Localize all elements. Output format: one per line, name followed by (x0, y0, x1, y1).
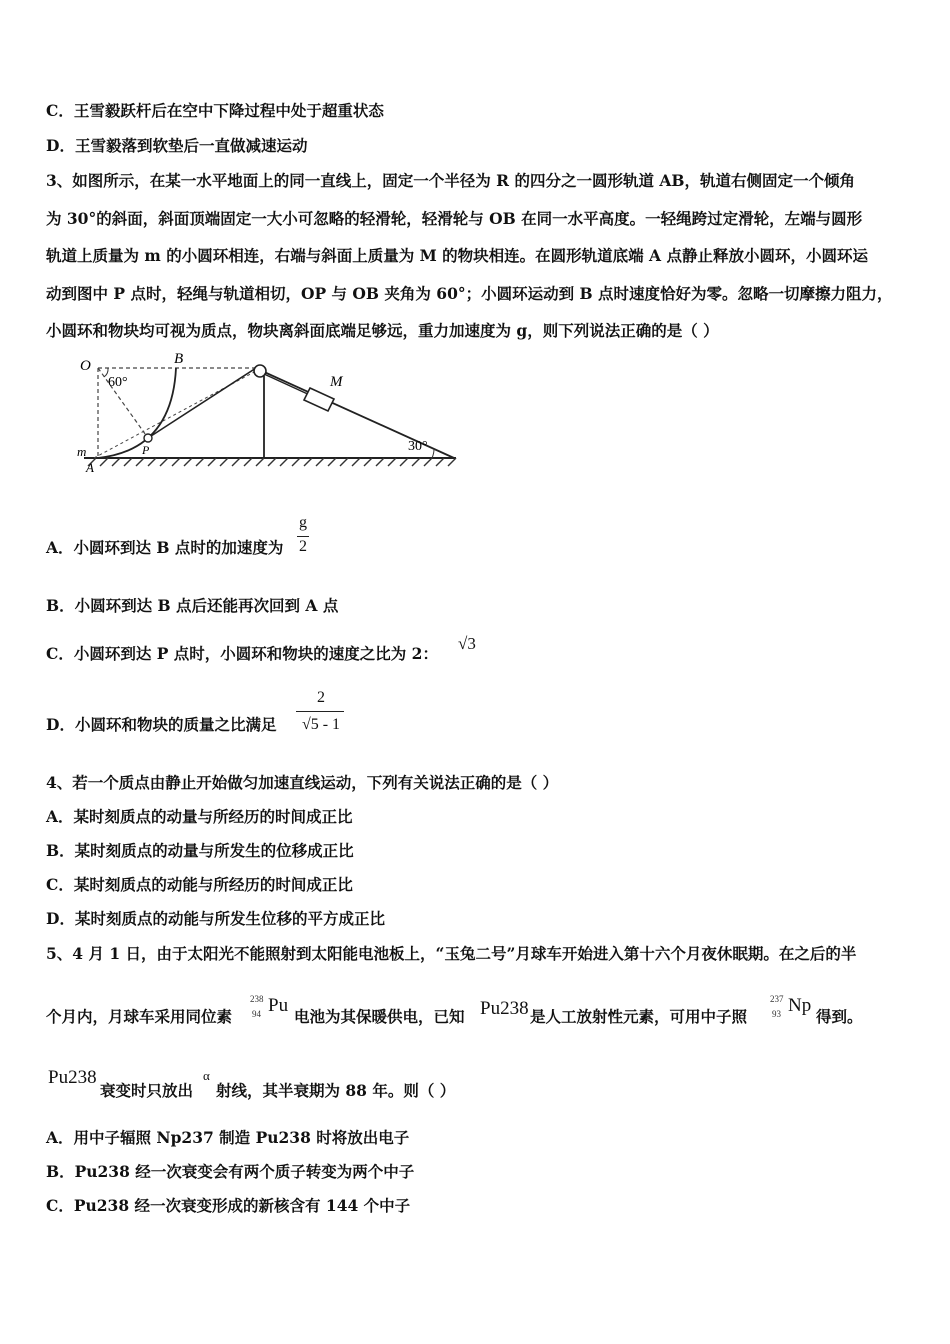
sqrt3-math: √3 (458, 634, 476, 653)
q5-line-2c: 是人工放射性元素，可用中子照 (530, 1007, 748, 1026)
ground-hatching (88, 458, 456, 466)
label-a: A (86, 460, 94, 475)
q4-stem: 4、若一个质点由静止开始做匀加速直线运动，下列有关说法正确的是（ ） (46, 773, 559, 792)
q5-line-1: 5、4 月 1 日，由于太阳光不能照射到太阳能电池板上，“玉兔二号”月球车开始进入第十六个月夜休眠期。在之后的半 (46, 944, 857, 963)
pu238-inline: Pu238 (480, 998, 529, 1019)
q5-option-a: A．用中子辐照 Np237 制造 Pu238 时将放出电子 (46, 1128, 410, 1147)
label-o: O (80, 358, 91, 374)
angle-30-arc (432, 449, 434, 458)
q3-option-c: C．小圆环到达 P 点时，小圆环和物块的速度之比为 2： (46, 644, 438, 663)
q3-line-4: 动到图中 P 点时，轻绳与轨道相切，OP 与 OB 夹角为 60°；小圆环运动到 B 点时速度恰好为零。忽略一切摩擦力阻力， (46, 284, 893, 303)
fraction-bar-a (297, 536, 309, 537)
q5-line-2d: 得到。 (816, 1007, 863, 1026)
q3-option-d: D．小圆环和物块的质量之比满足 (46, 715, 277, 734)
np-symbol: Np (788, 995, 812, 1016)
rope-to-pulley (148, 368, 256, 438)
q5-line-3b: 射线，其半衰期为 88 年。则（ ） (216, 1081, 456, 1100)
fraction-d-denominator: √5 - 1 (301, 716, 341, 733)
q3-option-a: A．小圆环到达 B 点时的加速度为 (46, 538, 284, 557)
label-m-block: M (330, 374, 343, 390)
label-b: B (174, 351, 184, 367)
pulley (254, 365, 266, 377)
option-c-prev: C．王雪毅跃杆后在空中下降过程中处于超重状态 (46, 101, 384, 120)
fraction-g-numerator: g (299, 514, 307, 531)
q4-option-a: A．某时刻质点的动量与所经历的时间成正比 (46, 807, 353, 826)
rope-to-block (264, 374, 312, 396)
q5-line-3a: 衰变时只放出 (100, 1081, 194, 1100)
q4-option-c: C．某时刻质点的动能与所经历的时间成正比 (46, 875, 353, 894)
pu-mass-number: 238 (250, 994, 264, 1004)
label-angle-60: 60° (108, 375, 128, 390)
small-ring (144, 434, 152, 442)
pu-atomic-number: 94 (252, 1009, 261, 1019)
label-angle-30: 30° (408, 439, 428, 454)
q5-option-b: B．Pu238 经一次衰变会有两个质子转变为两个中子 (46, 1162, 415, 1181)
q3-line-2: 为 30°的斜面，斜面顶端固定一大小可忽略的轻滑轮，轻滑轮与 OB 在同一水平高度。一轻绳跨过定滑轮，左端与圆形 (46, 209, 863, 228)
fraction-bar-d (296, 711, 344, 712)
fraction-g-denominator: 2 (299, 538, 307, 555)
incline-track-diagram (44, 346, 464, 476)
label-m-ring: m (77, 444, 87, 459)
q3-line-3: 轨道上质量为 m 的小圆环相连，右端与斜面上质量为 M 的物块相连。在圆形轨道底端 A 点静止释放小圆环，小圆环运 (46, 246, 868, 265)
label-p: P (142, 443, 150, 457)
q3-line-5: 小圆环和物块均可视为质点，物块离斜面底端足够远，重力加速度为 g，则下列说法正确的是（ ） (46, 321, 719, 340)
np-atomic-number: 93 (772, 1009, 781, 1019)
q4-option-b: B．某时刻质点的动量与所发生的位移成正比 (46, 841, 354, 860)
pu-symbol: Pu (268, 995, 289, 1016)
q3-line-1: 3、如图所示，在某一水平地面上的同一直线上，固定一个半径为 R 的四分之一圆形轨道 AB，轨道右侧固定一个倾角 (46, 171, 855, 190)
pu238-start-line-3: Pu238 (48, 1067, 97, 1088)
q4-option-d: D．某时刻质点的动能与所发生位移的平方成正比 (46, 909, 385, 928)
block-m (304, 388, 334, 411)
alpha-symbol: α (203, 1068, 210, 1083)
np-mass-number: 237 (770, 994, 784, 1004)
q3-option-b: B．小圆环到达 B 点后还能再次回到 A 点 (46, 596, 339, 615)
q5-line-2a: 个月内，月球车采用同位素 (46, 1007, 233, 1026)
q5-line-2b: 电池为其保暖供电，已知 (294, 1007, 465, 1026)
fraction-d-numerator: 2 (317, 689, 325, 706)
option-d-prev: D．王雪毅落到软垫后一直做减速运动 (46, 136, 308, 155)
q5-option-c: C．Pu238 经一次衰变形成的新核含有 144 个中子 (46, 1196, 411, 1215)
